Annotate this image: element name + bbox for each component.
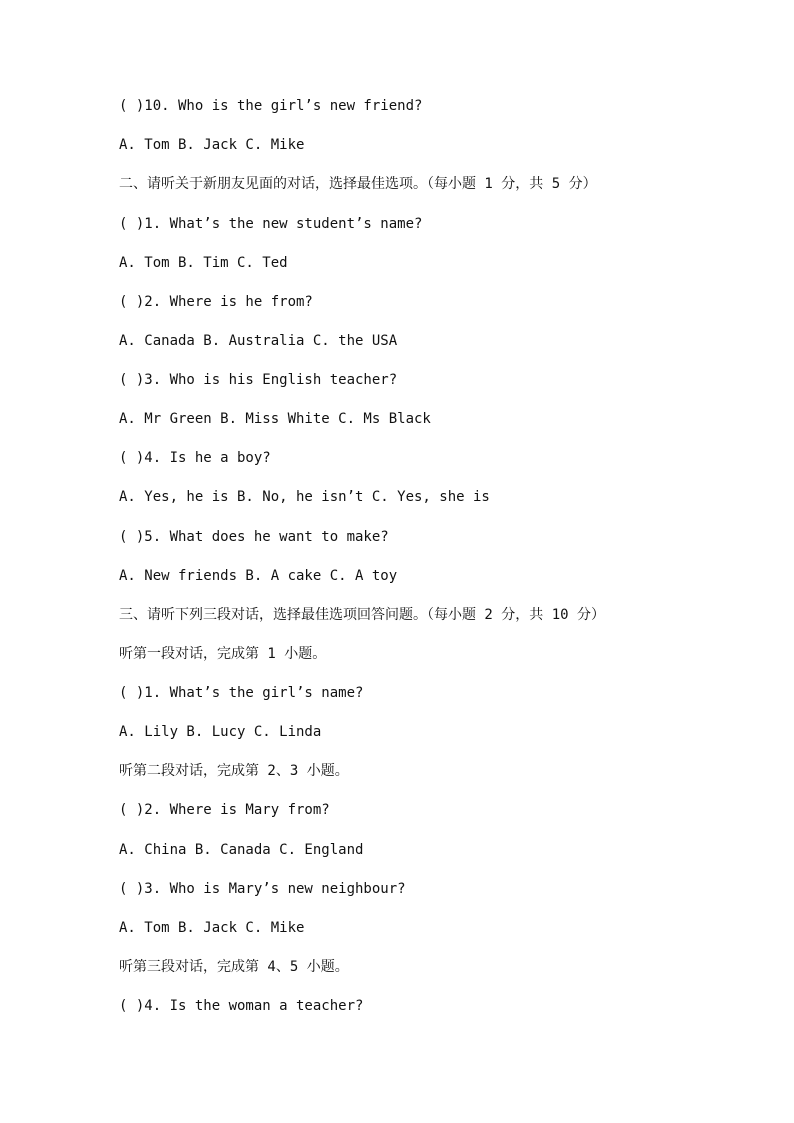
section-3-heading: 三、请听下列三段对话，选择最佳选项回答问题。（每小题 2 分，共 10 分） <box>119 607 605 623</box>
s2-question-2: ( )2. Where is he from? <box>119 294 313 310</box>
s3-dialogue-3-instruction: 听第三段对话，完成第 4、5 小题。 <box>119 959 349 975</box>
s3-question-3: ( )3. Who is Mary’s new neighbour? <box>119 881 406 897</box>
s2-options-5: A. New friends B. A cake C. A toy <box>119 568 398 584</box>
s2-options-4: A. Yes, he is B. No, he isn’t C. Yes, she is <box>119 489 490 505</box>
s2-options-1: A. Tom B. Tim C. Ted <box>119 255 288 271</box>
s2-question-4: ( )4. Is he a boy? <box>119 450 271 466</box>
s3-question-1: ( )1. What’s the girl’s name? <box>119 685 364 701</box>
s2-question-1: ( )1. What’s the new student’s name? <box>119 216 423 232</box>
s2-question-5: ( )5. What does he want to make? <box>119 529 389 545</box>
section-2-heading: 二、请听关于新朋友见面的对话，选择最佳选项。（每小题 1 分，共 5 分） <box>119 176 597 192</box>
s3-options-3: A. Tom B. Jack C. Mike <box>119 920 305 936</box>
s2-question-3: ( )3. Who is his English teacher? <box>119 372 398 388</box>
s3-options-2: A. China B. Canada C. England <box>119 842 364 858</box>
s2-options-3: A. Mr Green B. Miss White C. Ms Black <box>119 411 431 427</box>
s3-dialogue-1-instruction: 听第一段对话，完成第 1 小题。 <box>119 646 327 662</box>
question-10: ( )10. Who is the girl’s new friend? <box>119 98 423 114</box>
s3-question-2: ( )2. Where is Mary from? <box>119 802 330 818</box>
s2-options-2: A. Canada B. Australia C. the USA <box>119 333 398 349</box>
s3-question-4: ( )4. Is the woman a teacher? <box>119 998 364 1014</box>
s3-dialogue-2-instruction: 听第二段对话，完成第 2、3 小题。 <box>119 763 349 779</box>
options-10: A. Tom B. Jack C. Mike <box>119 137 305 153</box>
s3-options-1: A. Lily B. Lucy C. Linda <box>119 724 322 740</box>
